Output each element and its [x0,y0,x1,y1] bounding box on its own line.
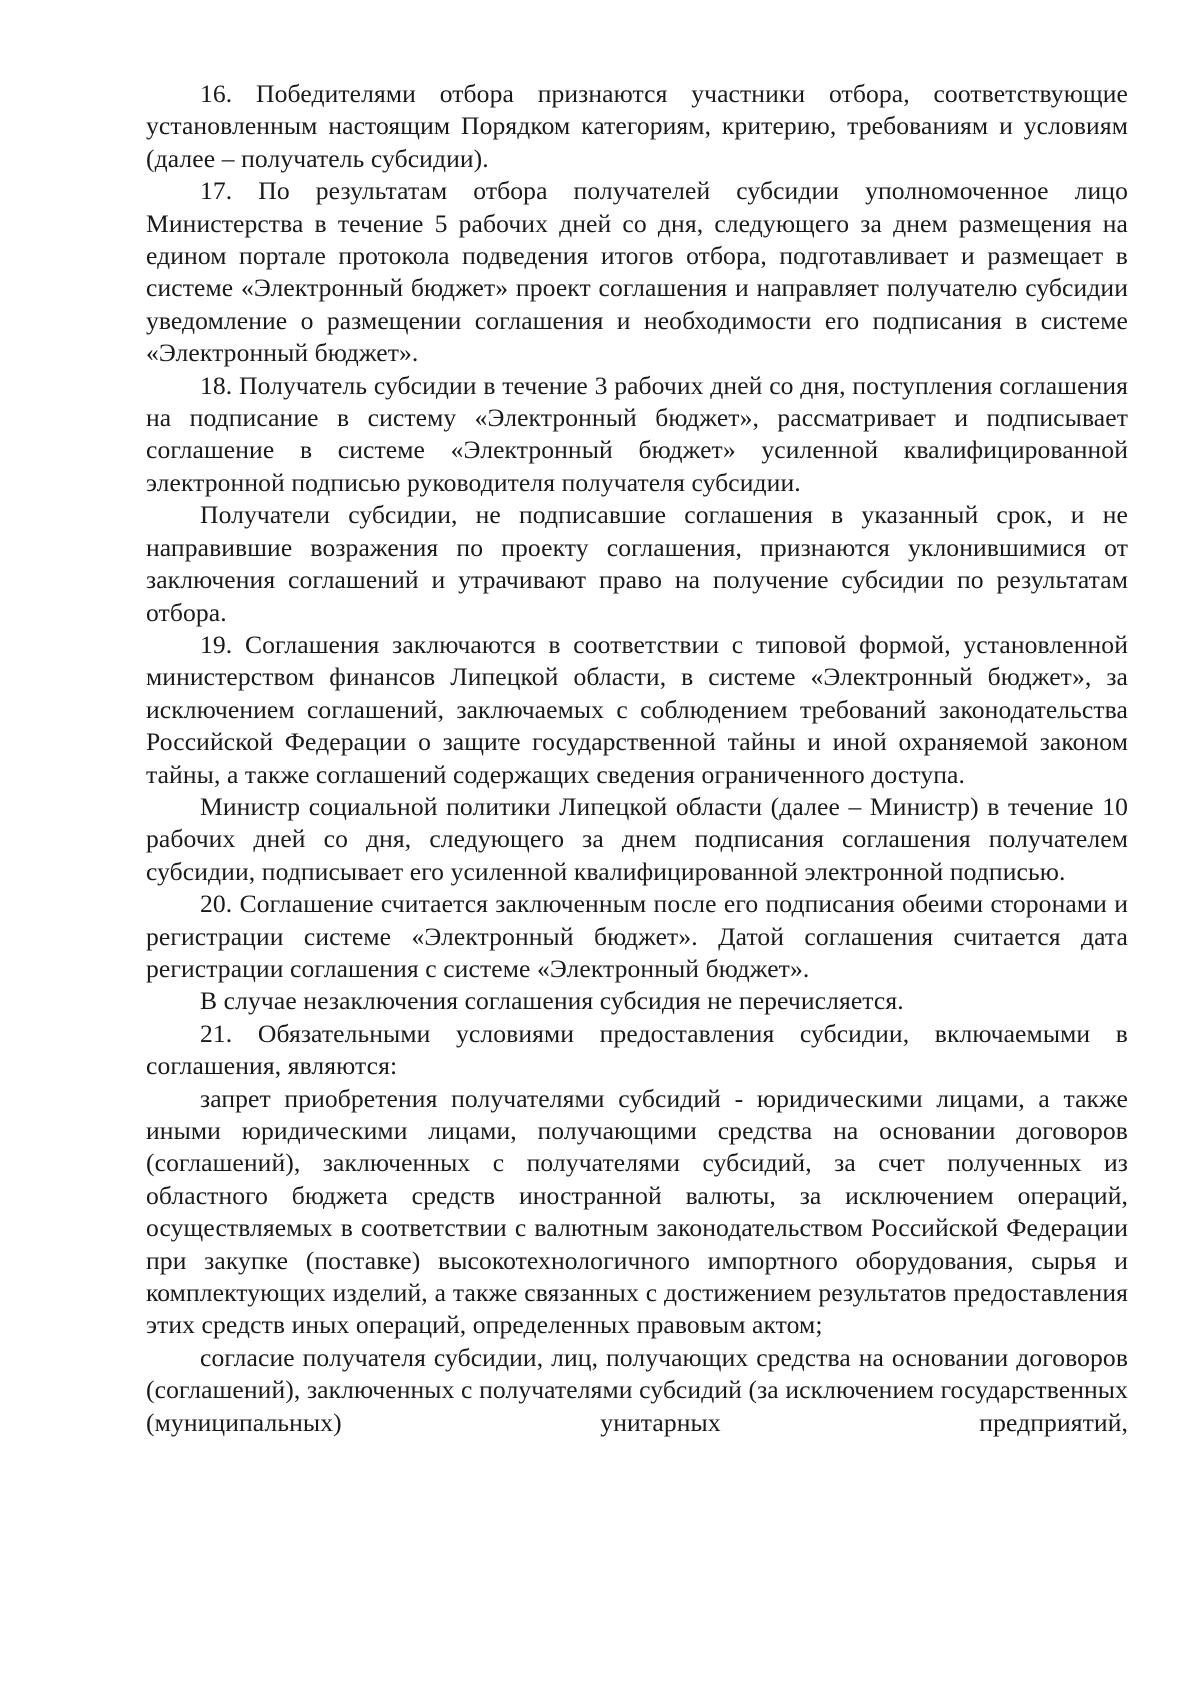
paragraph-18: 18. Получатель субсидии в течение 3 рабочих дней со дня, поступления соглашения на подписание в систему «Электронный бюджет», рассматривает и подписывает соглашение в системе «Электронный бюджет» усиленной квалифицированной электронной подписью руководителя получателя субсидии. [146,370,1128,497]
paragraph-18-refusal: Получатели субсидии, не подписавшие соглашения в указанный срок, и не направившие возражения по проекту соглашения, признаются уклонившимися от заключения соглашений и утрачивают право на получение субсидии по результатам отбора. [146,500,1128,627]
paragraph-19-minister: Министр социальной политики Липецкой области (далее – Министр) в течение 10 рабочих дней со дня, следующего за днем подписания соглашения получателем субсидии, подписывает его усиленной квалифицированной электронной подписью. [146,791,1128,886]
paragraph-19: 19. Соглашения заключаются в соответствии с типовой формой, установленной министерством финансов Липецкой области, в системе «Электронный бюджет», за исключением соглашений, заключаемых с соблюдением требований законодательства Российской Федерации о защите государственной тайны и иной охраняемой законом тайны, а также соглашений содержащих сведения ограниченного доступа. [146,629,1128,789]
paragraph-17: 17. По результатам отбора получателей субсидии уполномоченное лицо Министерства в течение 5 рабочих дней со дня, следующего за днем размещения на едином портале протокола подведения итогов отбора, подготавливает и размещает в системе «Электронный бюджет» проект соглашения и направляет получателю субсидии уведомление о размещении соглашения и необходимости его подписания в системе «Электронный бюджет». [146,176,1128,368]
paragraph-21-consent: согласие получателя субсидии, лиц, получающих средства на основании договоров (соглашений), заключенных с получателями субсидий (за исключением государственных (муниципальных) унитарных предприятий, [146,1342,1128,1437]
paragraph-20-nonconclusion: В случае незаключения соглашения субсидия не перечисляется. [200,986,904,1016]
paragraph-20: 20. Соглашение считается заключенным после его подписания обеими сторонами и регистрации системе «Электронный бюджет». Датой соглашения считается дата регистрации соглашения с системе «Электронный бюджет». [146,889,1128,983]
paragraph-21: 21. Обязательными условиями предоставления субсидии, включаемыми в соглашения, являются: [146,1018,1128,1081]
paragraph-21-currency-ban: запрет приобретения получателями субсидий - юридическими лицами, а также иными юридическими лицами, получающими средства на основании договоров (соглашений), заключенных с получателями субсидий, за счет полученных из областного бюджета средств иностранной валюты, за исключением операций, осуществляемых в соответствии с валютным законодательством Российской Федерации при закупке (поставке) высокотехнологичного импортного оборудования, сырья и комплектующих изделий, а также связанных с достижением результатов предоставления этих средств иных операций, определенных правовым актом; [146,1083,1128,1340]
paragraph-16: 16. Победителями отбора признаются участники отбора, соответствующие установленным настоящим Порядком категориям, критерию, требованиям и условиям (далее – получатель субсидии). [146,79,1128,173]
document-page [146,78,1128,1439]
